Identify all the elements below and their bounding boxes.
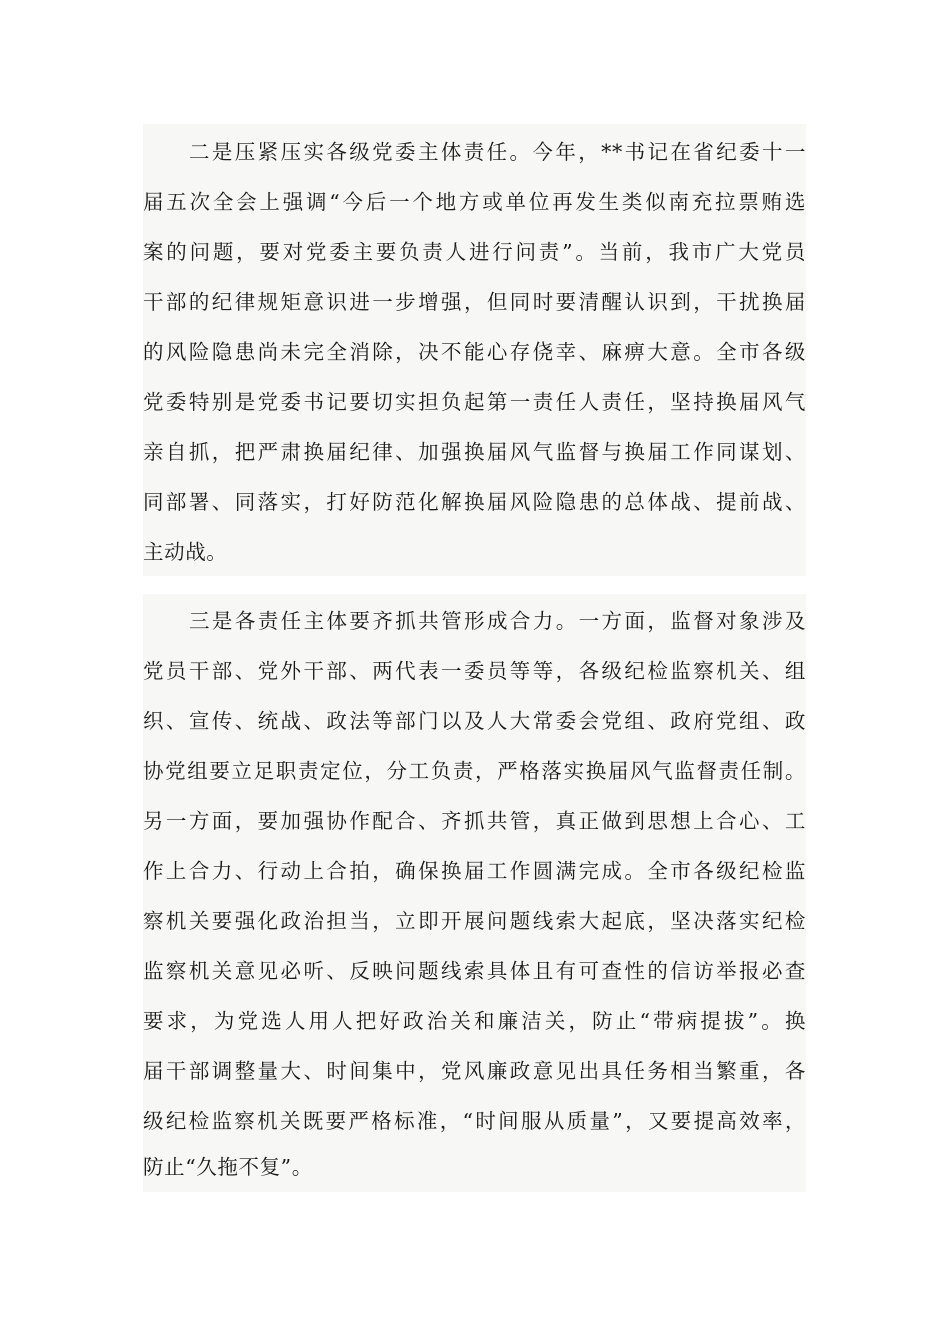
paragraph-line: 协党组要立足职责定位，分工负责，严格落实换届风气监督责任制。 [143, 759, 806, 783]
paragraph-line: 三是各责任主体要齐抓共管形成合力。一方面，监督对象涉及 [189, 609, 806, 633]
paragraph-line: 党委特别是党委书记要切实担负起第一责任人责任，坚持换届风气 [143, 390, 806, 414]
paragraph-line: 主动战。 [143, 540, 228, 564]
paragraph-2 [143, 594, 806, 1192]
paragraph-line: 的风险隐患尚未完全消除，决不能心存侥幸、麻痹大意。全市各级 [143, 340, 806, 364]
paragraph-line: 二是压紧压实各级党委主体责任。今年，**书记在省纪委十一 [189, 140, 806, 164]
paragraph-line: 届干部调整量大、时间集中，党风廉政意见出具任务相当繁重，各 [143, 1059, 806, 1083]
paragraph-line: 要求，为党选人用人把好政治关和廉洁关，防止“带病提拔”。换 [143, 1009, 806, 1033]
paragraph-line: 同部署、同落实，打好防范化解换届风险隐患的总体战、提前战、 [143, 490, 806, 514]
paragraph-line: 级纪检监察机关既要严格标准，“时间服从质量”，又要提高效率， [143, 1109, 806, 1133]
paragraph-line: 织、宣传、统战、政法等部门以及人大常委会党组、政府党组、政 [143, 709, 806, 733]
paragraph-line: 防止“久拖不复”。 [143, 1155, 313, 1179]
paragraph-line: 另一方面，要加强协作配合、齐抓共管，真正做到思想上合心、工 [143, 809, 806, 833]
paragraph-line: 案的问题，要对党委主要负责人进行问责”。当前，我市广大党员 [143, 240, 806, 264]
paragraph-line: 监察机关意见必听、反映问题线索具体且有可查性的信访举报必查 [143, 959, 806, 983]
paragraph-line: 察机关要强化政治担当，立即开展问题线索大起底，坚决落实纪检 [143, 909, 806, 933]
paragraph-line: 作上合力、行动上合拍，确保换届工作圆满完成。全市各级纪检监 [143, 859, 806, 883]
paragraph-line: 干部的纪律规矩意识进一步增强，但同时要清醒认识到，干扰换届 [143, 290, 806, 314]
paragraph-1 [143, 124, 806, 576]
paragraph-line: 届五次全会上强调“今后一个地方或单位再发生类似南充拉票贿选 [143, 190, 806, 214]
paragraph-line: 党员干部、党外干部、两代表一委员等等，各级纪检监察机关、组 [143, 659, 806, 683]
paragraph-line: 亲自抓，把严肃换届纪律、加强换届风气监督与换届工作同谋划、 [143, 440, 806, 464]
